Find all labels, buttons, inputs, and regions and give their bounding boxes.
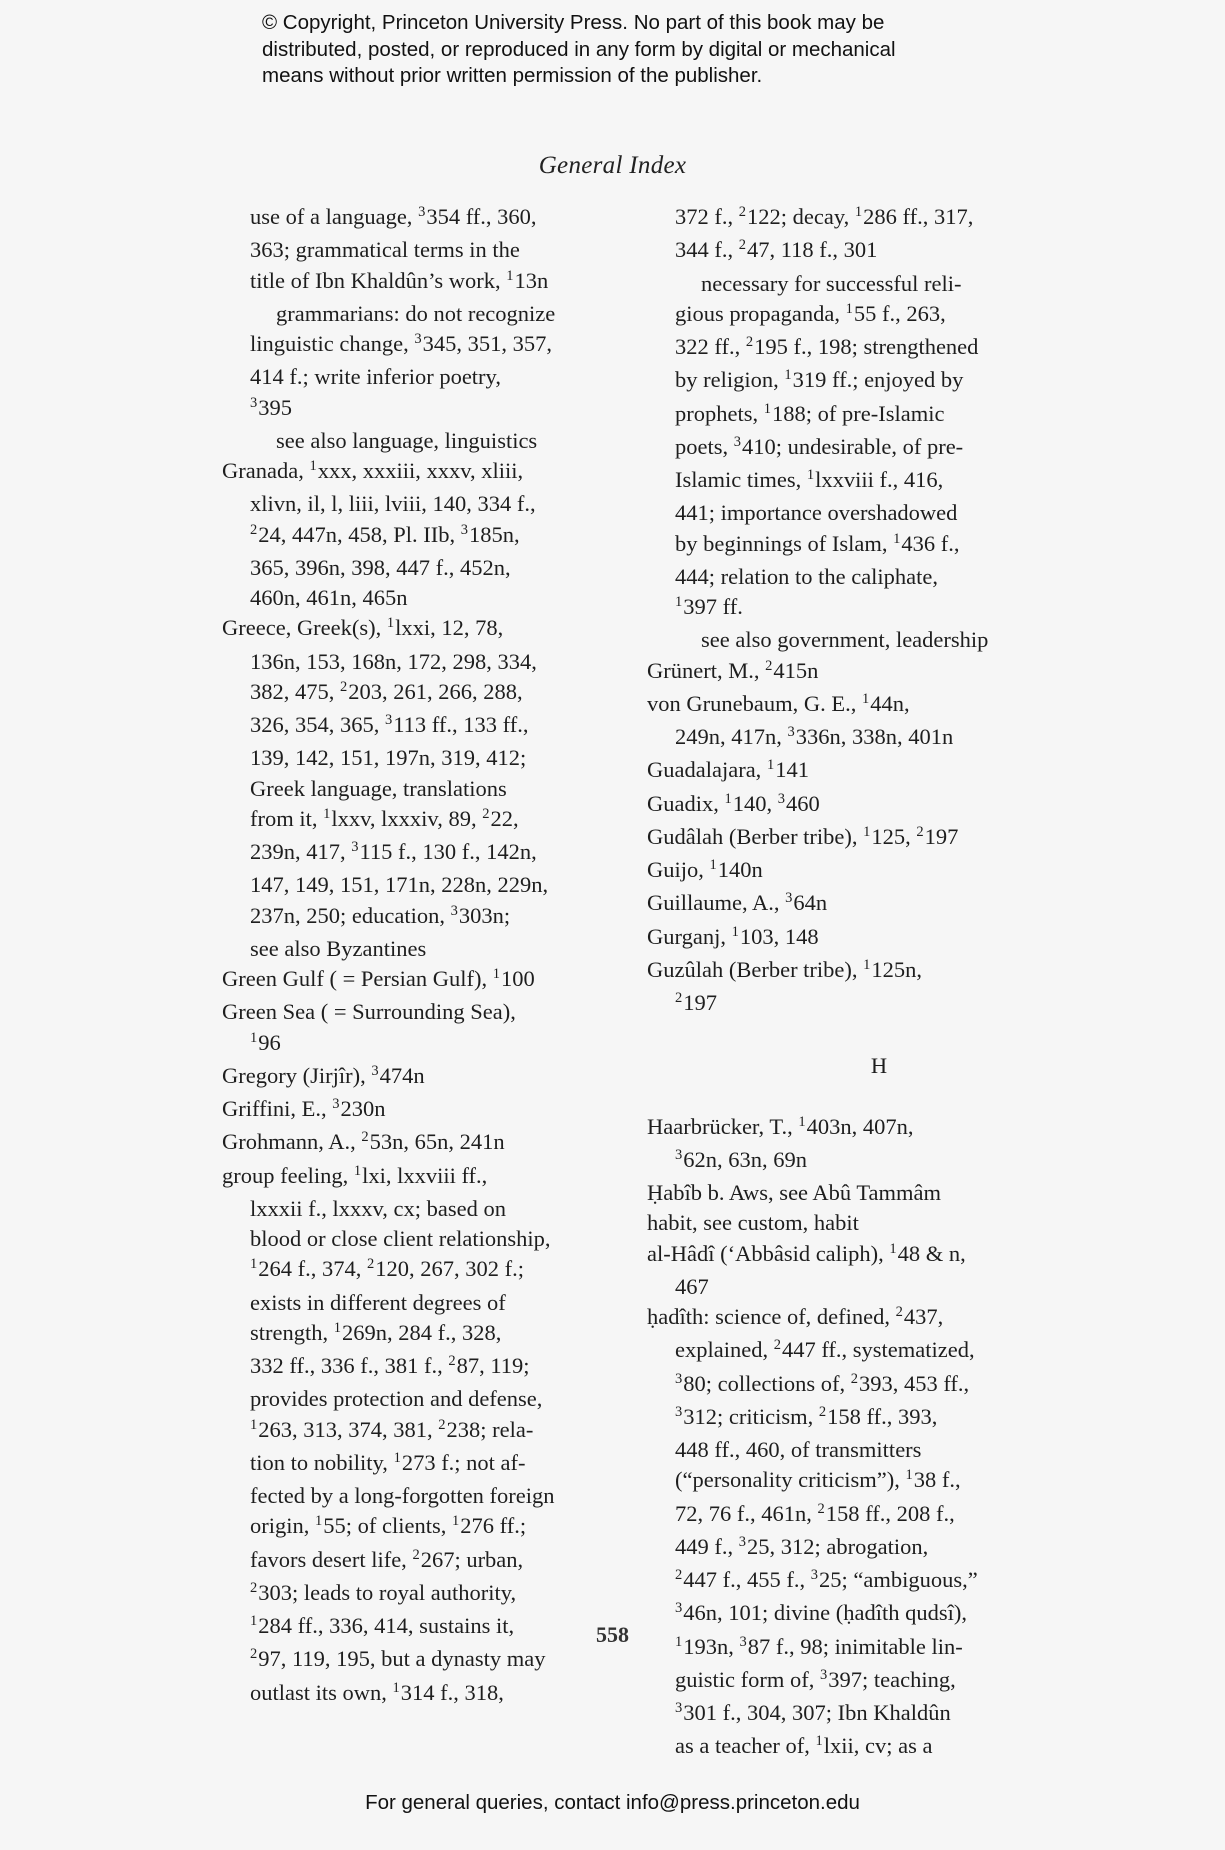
index-entry-line: outlast its own, $^1$314 f., 318, [250, 1679, 504, 1705]
index-entry: von Grunebaum, G. E., $^1$44n, [647, 690, 910, 716]
index-entry-line: xlivn, il, l, liii, lviii, 140, 334 f., [250, 491, 536, 517]
volume-superscript: 2 [895, 1304, 903, 1320]
running-head: General Index [538, 152, 687, 179]
volume-superscript: 1 [889, 1240, 897, 1257]
index-column-left [222, 202, 642, 1711]
section-gap [647, 1021, 1067, 1051]
index-entry-line: $^2$447 f., 455 f., $^3$25; “ambiguous,” [675, 1567, 978, 1592]
volume-superscript: 1 [353, 1162, 362, 1179]
index-entry-line: $^2$303; leads to royal authority, [250, 1579, 517, 1605]
volume-superscript: 1 [675, 594, 683, 610]
index-entry-line: 326, 354, 365, $^3$113 ff., 133 ff., [250, 712, 529, 737]
volume-superscript: 3 [414, 331, 422, 347]
index-entry-line: 136n, 153, 168n, 172, 298, 334, [250, 648, 537, 674]
index-entry: Guijo, $^1$140n [647, 857, 763, 882]
volume-superscript: 1 [766, 757, 775, 774]
volume-superscript: 3 [675, 1600, 683, 1617]
index-entry-line: poets, $^3$410; undesirable, of pre- [675, 433, 964, 459]
index-entry-line: $^1$263, 313, 374, 381, $^2$238; rela- [250, 1416, 534, 1442]
volume-superscript: 2 [765, 657, 773, 674]
index-entry-line: exists in different degrees of [250, 1289, 506, 1315]
index-entry-line: $^2$97, 119, 195, but a dynasty may [250, 1646, 546, 1672]
index-entry: Guillaume, A., $^3$64n [647, 890, 828, 916]
volume-superscript: 3 [332, 1096, 340, 1112]
index-entry-line: guistic form of, $^3$397; teaching, [675, 1666, 956, 1692]
index-entry: Gregory (Jirjîr), $^3$474n [222, 1062, 425, 1088]
index-entry-line: 72, 76 f., 461n, $^2$158 ff., 208 f., [675, 1500, 955, 1526]
index-entry-line: 249n, 417n, $^3$336n, 338n, 401n [675, 724, 954, 749]
volume-superscript: 3 [739, 1633, 747, 1650]
index-entry-line: 322 ff., $^2$195 f., 198; strengthened [675, 334, 979, 359]
index-entry-line: $^1$193n, $^3$87 f., 98; inimitable lin- [675, 1633, 963, 1659]
volume-superscript: 2 [412, 1546, 420, 1563]
volume-superscript: 2 [340, 678, 348, 695]
index-entry: Green Sea ( = Surrounding Sea), [222, 999, 516, 1025]
volume-superscript: 2 [738, 237, 746, 254]
index-entry: Griffini, E., $^3$230n [222, 1096, 386, 1121]
index-entry: habit, see custom, habit [647, 1210, 859, 1236]
volume-superscript: 3 [351, 839, 359, 855]
index-entry-line: 382, 475, $^2$203, 261, 266, 288, [250, 678, 523, 704]
volume-superscript: 1 [309, 458, 317, 474]
index-entry-line: $^1$264 f., 374, $^2$120, 267, 302 f.; [250, 1256, 524, 1282]
volume-superscript: 2 [773, 1337, 781, 1354]
volume-superscript: 1 [392, 1679, 400, 1696]
index-entry-line: prophets, $^1$188; of pre-Islamic [675, 400, 945, 426]
volume-superscript: 3 [675, 1146, 683, 1163]
volume-superscript: 1 [806, 467, 815, 483]
volume-superscript: 2 [482, 805, 490, 822]
volume-superscript: 1 [724, 790, 732, 807]
index-entry-line: Greek language, translations [250, 775, 507, 801]
index-entry: Greece, Greek(s), $^1$lxxi, 12, 78, [222, 615, 504, 641]
index-entry: group feeling, $^1$lxi, lxxviii ff., [222, 1162, 488, 1188]
index-entry-line: 139, 142, 151, 197n, 319, 412; [250, 745, 527, 771]
volume-superscript: 3 [777, 790, 785, 807]
index-entry-line: tion to nobility, $^1$273 f.; not af- [250, 1449, 526, 1475]
index-entry-line: by religion, $^1$319 ff.; enjoyed by [675, 367, 964, 393]
index-entry-line: gious propaganda, $^1$55 f., 263, [675, 300, 946, 326]
index-entry-line: 414 f.; write inferior poetry, [250, 364, 501, 390]
volume-superscript: 2 [448, 1353, 456, 1369]
volume-superscript: 1 [815, 1733, 823, 1750]
index-entry-line: Islamic times, $^1$lxxviii f., 416, [675, 467, 944, 492]
index-entry-line: explained, $^2$447 ff., systematized, [675, 1337, 975, 1363]
index-entry: ḥadîth: science of, defined, $^2$437, [647, 1304, 944, 1329]
copyright-line: means without prior written permission of the publisher. [262, 64, 763, 87]
volume-superscript: 3 [675, 1700, 683, 1716]
volume-superscript: 1 [861, 690, 870, 707]
volume-superscript: 2 [438, 1416, 446, 1433]
index-entry-line: blood or close client relationship, [250, 1226, 551, 1251]
index-entry-line: provides protection and defense, [250, 1386, 543, 1412]
index-entry-line: 363; grammatical terms in the [250, 237, 520, 263]
index-entry-line: from it, $^1$lxxv, lxxxiv, 89, $^2$22, [250, 805, 519, 831]
index-entry-line: see also Byzantines [250, 935, 427, 961]
volume-superscript: 1 [323, 805, 331, 822]
index-entry-line: linguistic change, $^3$345, 351, 357, [250, 331, 552, 356]
index-entry-line: 441; importance overshadowed [675, 500, 958, 526]
volume-superscript: 2 [916, 823, 924, 840]
copyright-line: © Copyright, Princeton University Press. No part of this book may be [262, 11, 885, 34]
volume-superscript: 2 [361, 1129, 369, 1146]
index-entry-line: origin, $^1$55; of clients, $^1$276 ff.; [250, 1513, 527, 1539]
index-entry: Grünert, M., $^2$415n [647, 657, 819, 683]
index-entry-line: strength, $^1$269n, 284 f., 328, [250, 1319, 502, 1345]
index-entry: Granada, $^1$xxx, xxxiii, xxxv, xliii, [222, 458, 524, 483]
volume-superscript: 1 [506, 267, 514, 284]
volume-superscript: 1 [784, 367, 792, 384]
volume-superscript: 1 [393, 1449, 401, 1466]
volume-superscript: 1 [798, 1113, 806, 1130]
index-entry-line: $^1$284 ff., 336, 414, sustains it, [250, 1613, 515, 1638]
volume-superscript: 3 [250, 394, 258, 411]
volume-superscript: 2 [250, 1646, 258, 1663]
index-entry: Ḥabîb b. Aws, see Abû Tammâm [647, 1180, 942, 1205]
volume-superscript: 3 [371, 1062, 379, 1079]
copyright-notice [262, 10, 1022, 90]
index-entry-line: see also government, leadership [701, 627, 989, 653]
volume-superscript: 2 [675, 1567, 683, 1583]
index-entry-line: $^3$80; collections of, $^2$393, 453 ff., [675, 1370, 970, 1396]
index-entry-line: $^3$312; criticism, $^2$158 ff., 393, [675, 1403, 938, 1429]
index-entry-line: as a teacher of, $^1$lxii, cv; as a [675, 1733, 933, 1759]
index-entry-line: $^3$46n, 101; divine (ḥadîth qudsî), [675, 1600, 967, 1626]
volume-superscript: 1 [250, 1029, 258, 1046]
index-entry-line: 239n, 417, $^3$115 f., 130 f., 142n, [250, 839, 537, 864]
index-entry-line: 460n, 461n, 465n [250, 585, 408, 610]
volume-superscript: 1 [250, 1613, 258, 1629]
index-entry-line: grammarians: do not recognize [276, 300, 556, 326]
volume-superscript: 1 [675, 1633, 683, 1650]
volume-superscript: 2 [818, 1403, 827, 1420]
volume-superscript: 3 [810, 1567, 818, 1583]
volume-superscript: 3 [738, 1533, 746, 1550]
index-entry-line: 237n, 250; education, $^3$303n; [250, 902, 511, 928]
volume-superscript: 1 [250, 1256, 258, 1273]
volume-superscript: 3 [819, 1666, 828, 1683]
volume-superscript: 1 [863, 956, 871, 973]
volume-superscript: 1 [893, 530, 901, 547]
volume-superscript: 2 [738, 204, 746, 220]
index-entry-line: 365, 396n, 398, 447 f., 452n, [250, 554, 511, 580]
index-entry-line: 332 ff., 336 f., 381 f., $^2$87, 119; [250, 1353, 530, 1378]
index-entry-line: 449 f., $^3$25, 312; abrogation, [675, 1533, 929, 1559]
index-entry-line: 344 f., $^2$47, 118 f., 301 [675, 237, 878, 263]
volume-superscript: 1 [709, 857, 717, 873]
index-entry: Haarbrücker, T., $^1$403n, 407n, [647, 1113, 914, 1139]
index-entry-line: 372 f., $^2$122; decay, $^1$286 ff., 317, [675, 204, 974, 229]
volume-superscript: 1 [451, 1513, 460, 1530]
volume-superscript: 2 [850, 1370, 858, 1387]
index-entry: Guadix, $^1$140, $^3$460 [647, 790, 820, 816]
index-entry-line: use of a language, $^3$354 ff., 360, [250, 204, 537, 229]
volume-superscript: 3 [418, 204, 426, 220]
index-entry-line: by beginnings of Islam, $^1$436 f., [675, 530, 960, 556]
volume-superscript: 1 [492, 966, 500, 982]
footer-contact: For general queries, contact info@press.princeton.edu [365, 1791, 860, 1814]
volume-superscript: 3 [675, 1403, 683, 1420]
index-entry: Guzûlah (Berber tribe), $^1$125n, [647, 956, 923, 982]
volume-superscript: 3 [675, 1370, 683, 1387]
volume-superscript: 2 [817, 1500, 825, 1517]
index-entry-line: necessary for successful reli- [701, 270, 962, 296]
volume-superscript: 1 [315, 1513, 323, 1530]
volume-superscript: 2 [250, 521, 258, 538]
volume-superscript: 2 [367, 1256, 375, 1273]
volume-superscript: 2 [250, 1579, 258, 1596]
index-entry-line: $^2$24, 447n, 458, Pl. IIb, $^3$185n, [250, 521, 520, 547]
volume-superscript: 1 [905, 1467, 913, 1484]
volume-superscript: 1 [854, 204, 863, 220]
index-entry-line: 147, 149, 151, 171n, 228n, 229n, [250, 872, 549, 898]
copyright-line: distributed, posted, or reproduced in any form by digital or mechanical [262, 37, 896, 61]
index-entry: Gurganj, $^1$103, 148 [647, 923, 819, 949]
index-entry-line: title of Ibn Khaldûn’s work, $^1$13n [250, 267, 549, 293]
index-column-right [647, 202, 1067, 1765]
volume-superscript: 3 [450, 902, 458, 919]
index-entry-line: (“personality criticism”), $^1$38 f., [675, 1467, 961, 1493]
index-entry: Guadalajara, $^1$141 [647, 757, 809, 783]
page-number: 558 [596, 1622, 629, 1647]
volume-superscript: 1 [333, 1319, 341, 1336]
volume-superscript: 1 [863, 823, 871, 840]
index-entry-line: lxxxii f., lxxxv, cx; based on [250, 1195, 507, 1221]
index-entry-line: 467 [675, 1273, 709, 1299]
section-gap [647, 1082, 1067, 1112]
index-entry-line: 444; relation to the caliphate, [675, 563, 939, 589]
index-entry-line: favors desert life, $^2$267; urban, [250, 1546, 524, 1572]
index-entry-line: $^1$397 ff. [675, 594, 743, 619]
index-entry-line: see also language, linguistics [276, 427, 538, 453]
volume-superscript: 3 [787, 724, 795, 740]
index-entry-line: $^3$301 f., 304, 307; Ibn Khaldûn [675, 1700, 951, 1725]
index-entry-line: $^1$96 [250, 1029, 281, 1055]
index-entry-line: $^2$197 [675, 990, 717, 1015]
index-entry-line: $^3$62n, 63n, 69n [675, 1146, 807, 1172]
letter-heading: H [870, 1053, 888, 1079]
volume-superscript: 3 [460, 521, 468, 538]
index-entry: Gudâlah (Berber tribe), $^1$125, $^2$197 [647, 823, 959, 849]
volume-superscript: 1 [731, 923, 739, 940]
volume-superscript: 2 [745, 334, 754, 350]
volume-superscript: 2 [675, 990, 683, 1006]
volume-superscript: 1 [386, 615, 395, 632]
index-entry: al-Hâdî (‘Abbâsid caliph), $^1$48 & n, [647, 1240, 966, 1266]
index-entry-line: 448 ff., 460, of transmitters [675, 1437, 922, 1462]
index-entry-line: fected by a long-forgotten foreign [250, 1483, 555, 1508]
index-entry-line: $^3$395 [250, 394, 292, 420]
volume-superscript: 1 [763, 400, 771, 417]
volume-superscript: 1 [250, 1416, 258, 1433]
volume-superscript: 3 [385, 712, 393, 728]
volume-superscript: 1 [845, 300, 853, 317]
index-entry: Grohmann, A., $^2$53n, 65n, 241n [222, 1129, 505, 1155]
volume-superscript: 3 [733, 433, 741, 450]
index-entry: Green Gulf ( = Persian Gulf), $^1$100 [222, 966, 535, 991]
volume-superscript: 3 [785, 890, 793, 907]
